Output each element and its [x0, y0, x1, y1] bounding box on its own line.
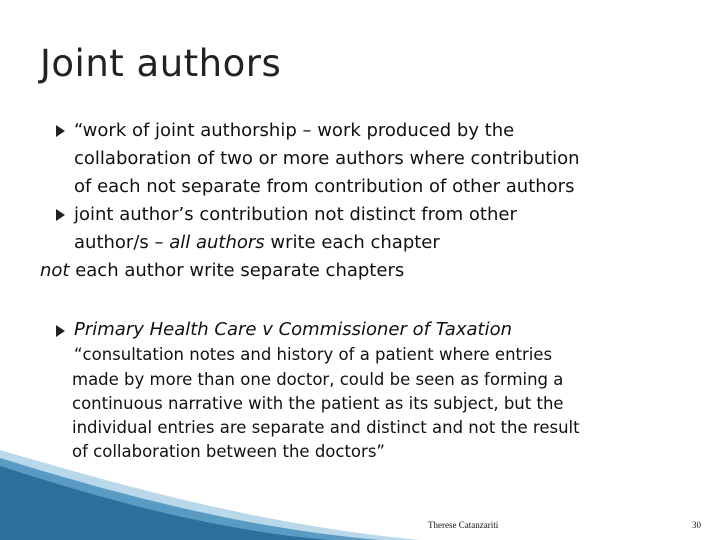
- bullet2-line2-end: write each chapter: [264, 232, 440, 253]
- bullet1-line3: of each not separate from contribution of other authors: [74, 176, 575, 197]
- page-number: 30: [692, 520, 701, 530]
- bullet2-line3-end: each author write separate chapters: [69, 260, 405, 281]
- bullet1-line2: collaboration of two or more authors where contribution: [74, 148, 580, 169]
- bullet-arrow-icon: [56, 125, 65, 137]
- case-name: Primary Health Care v Commissioner of Taxation: [74, 319, 512, 340]
- bullet1-line1: “work of joint authorship – work produced by the: [74, 120, 515, 141]
- bullet2-line2-start: author/s –: [74, 232, 170, 253]
- bullet-arrow-icon: [56, 209, 65, 221]
- quote-line-3: continuous narrative with the patient as its subject, but the: [72, 394, 564, 413]
- slide-title: Joint authors: [40, 42, 282, 85]
- bullet2-line3: [40, 260, 404, 281]
- quote-line-1: “consultation notes and history of a patient where entries: [74, 345, 553, 364]
- footer-author: Therese Catanzariti: [428, 520, 499, 530]
- bullet2-line2: [74, 232, 440, 253]
- bullet-arrow-icon: [56, 325, 65, 337]
- quote-line-4: individual entries are separate and distinct and not the result: [72, 418, 580, 437]
- bullet2-emphasis-not: not: [40, 260, 70, 281]
- bullet2-emphasis-all-authors: all authors: [169, 232, 265, 253]
- bullet2-line1: joint author’s contribution not distinct from other: [74, 204, 517, 225]
- quote-line-2: made by more than one doctor, could be seen as forming a: [72, 370, 564, 389]
- quote-line-5: of collaboration between the doctors”: [72, 442, 385, 461]
